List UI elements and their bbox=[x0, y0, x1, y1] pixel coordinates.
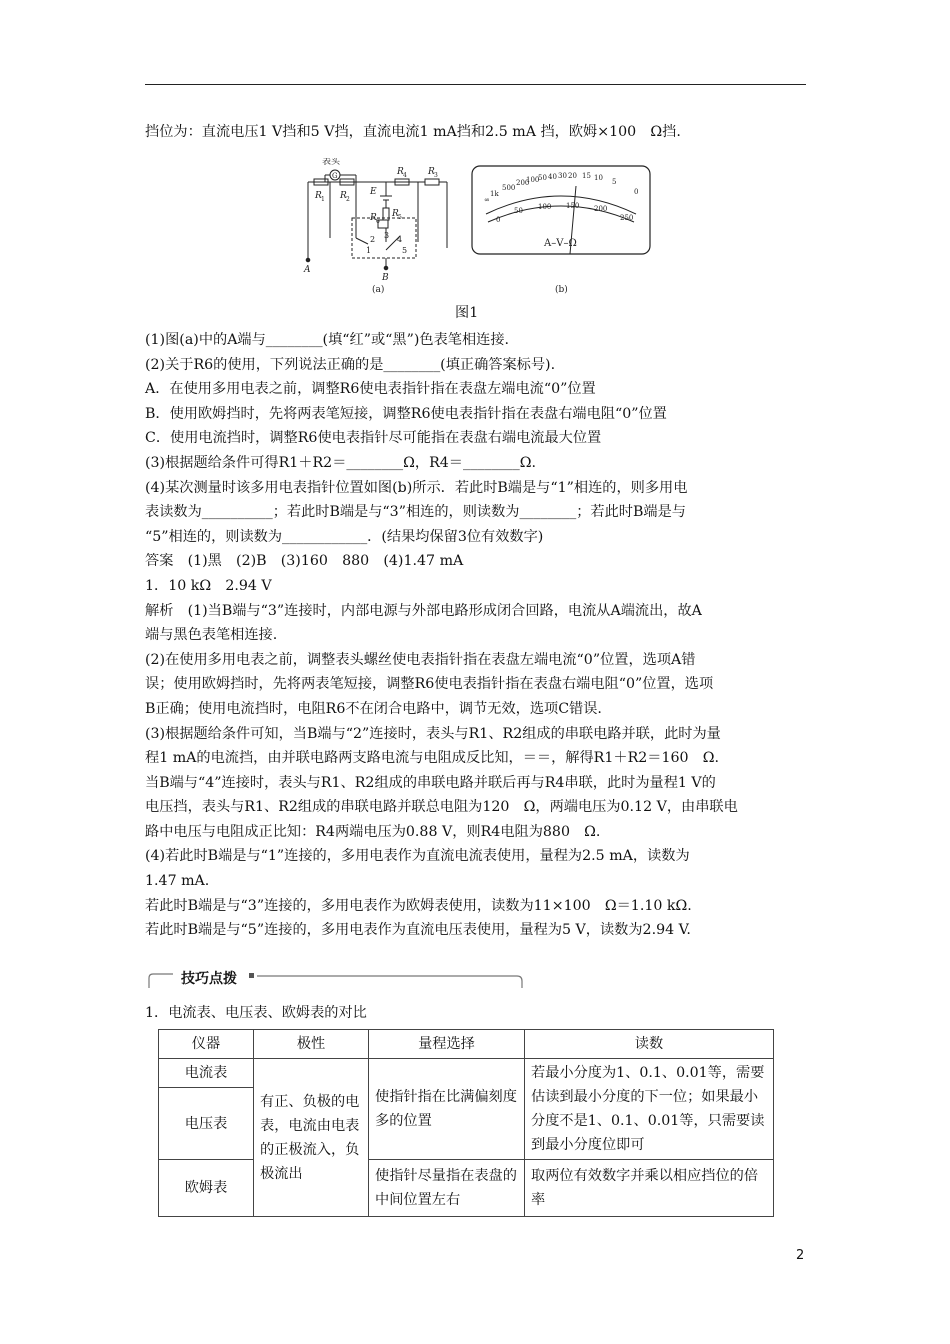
analysis-line: 当B端与“4”连接时，表头与R1、R2组成的串联电路并联后再与R4串联，此时为量程1 V的 bbox=[145, 774, 716, 791]
analysis-line: 电压挡，表头与R1、R2组成的串联电路并联总电阻为120 Ω，两端电压为0.12 V，由串联电 bbox=[145, 799, 738, 816]
ohm-tick-label: 10 bbox=[594, 174, 603, 182]
analysis-line: 若此时B端是与“5”连接的，多用电表作为直流电压表使用，量程为5 V，读数为2.94 V. bbox=[145, 922, 691, 939]
table-row bbox=[159, 1059, 774, 1088]
header-cell: 量程选择 bbox=[369, 1030, 525, 1059]
label-r5: R bbox=[392, 209, 399, 219]
linear-tick-label: 50 bbox=[514, 207, 523, 215]
analysis-line: (3)根据题给条件可知，当B端与“2”连接时，表头与R1、R2组成的串联电路并联，此时为量 bbox=[145, 725, 721, 742]
figure-label-b: (b) bbox=[555, 285, 568, 295]
label-r1-sub: 1 bbox=[321, 196, 325, 203]
ohm-tick-label: 20 bbox=[568, 172, 577, 180]
table-header-row bbox=[159, 1030, 774, 1059]
reading-ohm-cell: 取两位有效数字并乘以相应挡位的倍率 bbox=[525, 1160, 774, 1217]
label-r3-sub: 3 bbox=[434, 172, 438, 179]
analysis-line: 若此时B端是与“3”连接的，多用电表作为欧姆表使用，读数为11×100 Ω＝1.10 kΩ. bbox=[145, 897, 692, 914]
range-current-voltage-cell: 使指针指在比满偏刻度多的位置 bbox=[369, 1059, 525, 1160]
analysis-line: (2)在使用多用电表之前，调整表头螺丝使电表指针指在表盘左端电流“0”位置，选项A错 bbox=[145, 651, 696, 668]
ohm-scale-labels bbox=[484, 172, 638, 204]
label-pos1: 1 bbox=[366, 246, 372, 255]
question-1: (1)图(a)中的A端与________(填“红”或“黑”)色表笔相连接. bbox=[145, 332, 510, 348]
label-r6: R bbox=[370, 213, 377, 223]
option-a: A．在使用多用电表之前，调整R6使电表指针指在表盘左端电流“0”位置 bbox=[145, 381, 596, 398]
label-r1: R bbox=[315, 191, 322, 201]
header-cell: 极性 bbox=[254, 1030, 369, 1059]
header-cell: 仪器 bbox=[159, 1030, 254, 1059]
label-pos3: 3 bbox=[384, 231, 390, 240]
meter-symbol: G bbox=[332, 172, 338, 180]
ohm-tick-label: 15 bbox=[582, 172, 591, 180]
instrument-voltage: 电压表 bbox=[159, 1088, 254, 1160]
label-r4-sub: 4 bbox=[403, 172, 407, 179]
ohm-tick-label: 5 bbox=[612, 178, 617, 186]
linear-tick-label: 200 bbox=[594, 205, 608, 213]
ohm-tick-label: 200 bbox=[516, 179, 530, 187]
label-pos5: 5 bbox=[402, 246, 408, 255]
answer-line-1: 答案 (1)黑 (2)B (3)160 880 (4)1.47 mA bbox=[145, 553, 464, 570]
instrument-current: 电流表 bbox=[159, 1059, 254, 1088]
label-r2-sub: 2 bbox=[346, 196, 350, 203]
question-3: (3)根据题给条件可得R1＋R2＝________Ω，R4＝________Ω. bbox=[145, 454, 537, 471]
comparison-heading bbox=[145, 1001, 810, 1026]
option-c: C．使用电流挡时，调整R6使电表指针尽可能指在表盘右端电流最大位置 bbox=[145, 430, 602, 447]
ohm-tick-label: 1k bbox=[490, 190, 499, 198]
label-pos2: 2 bbox=[370, 235, 376, 244]
figure-1 bbox=[300, 158, 660, 298]
range-ohm-cell: 使指针尽量指在表盘的中间位置左右 bbox=[369, 1160, 525, 1217]
meter-head-label: 表头 bbox=[322, 158, 341, 167]
analysis-line: B正确；使用电流挡时，电阻R6不在闭合电路中，调节无效，选项C错误. bbox=[145, 700, 602, 717]
header-cell: 读数 bbox=[525, 1030, 774, 1059]
comparison-table bbox=[158, 1029, 774, 1217]
label-a: A bbox=[304, 265, 311, 275]
label-pos4: 4 bbox=[397, 235, 403, 244]
page-number: 2 bbox=[796, 1248, 805, 1263]
linear-tick-label: 0 bbox=[496, 216, 501, 224]
comparison-title: 1．电流表、电压表、欧姆表的对比 bbox=[145, 1005, 367, 1021]
analysis-line: 1.47 mA. bbox=[145, 873, 210, 890]
analysis-line: 路中电压与电阻成正比知：R4两端电压为0.88 V，则R4电阻为880 Ω. bbox=[145, 823, 601, 840]
dial-label: A–V–Ω bbox=[544, 238, 577, 249]
figure-label-a: (a) bbox=[372, 285, 385, 295]
analysis-line: 程1 mA的电流挡，由并联电路两支路电流与电阻成反比知，＝＝，解得R1＋R2＝160 Ω. bbox=[145, 750, 720, 767]
polarity-cell: 有正、负极的电表，电流由电表的正极流入，负极流出 bbox=[254, 1059, 369, 1217]
analysis-line: 解析 (1)当B端与“3”连接时，内部电源与外部电路形成闭合回路，电流从A端流出，故A bbox=[145, 602, 702, 619]
header-rule bbox=[145, 84, 806, 85]
question-4-line-2: 表读数为__________；若此时B端是与“3”相连的，则读数为________；若此时B端是与 bbox=[145, 504, 686, 521]
answer-line-2: 1．10 kΩ 2.94 V bbox=[145, 577, 272, 594]
reading-current-voltage-cell: 若最小分度为1、0.1、0.01等，需要估读到最小分度的下一位；如果最小分度不是1、0.1、0.01等，只需要读到最小分度位即可 bbox=[525, 1059, 774, 1160]
analysis-line: (4)若此时B端是与“1”连接的，多用电表作为直流电流表使用，量程为2.5 mA，读数为 bbox=[145, 848, 690, 865]
label-r3: R bbox=[428, 167, 435, 177]
label-b: B bbox=[382, 273, 389, 283]
linear-tick-label: 100 bbox=[538, 203, 552, 211]
label-r5-sub: 5 bbox=[398, 214, 402, 221]
table-row bbox=[159, 1160, 774, 1217]
linear-scale-labels bbox=[496, 202, 633, 224]
label-r2: R bbox=[340, 191, 347, 201]
figure-svg bbox=[300, 158, 660, 298]
label-r6-sub: 6 bbox=[376, 218, 380, 225]
label-r4: R bbox=[397, 167, 404, 177]
figure-caption: 图1 bbox=[455, 305, 479, 321]
ohm-tick-label: 40 bbox=[548, 173, 557, 181]
ohm-tick-label: 30 bbox=[558, 172, 567, 180]
intro-paragraph bbox=[145, 120, 810, 145]
ohm-tick-label: ∞ bbox=[484, 196, 490, 204]
label-e: E bbox=[370, 187, 377, 197]
linear-tick-label: 250 bbox=[620, 214, 634, 222]
ohm-tick-label: 0 bbox=[634, 188, 639, 196]
ohm-tick-label: 100 bbox=[526, 176, 540, 184]
question-block bbox=[145, 328, 810, 943]
section-title: 技巧点拨 bbox=[177, 968, 241, 988]
analysis-line: 误；使用欧姆挡时，先将两表笔短接，调整R6使电表指针指在表盘右端电阻“0”位置，选项 bbox=[145, 676, 714, 693]
question-4-line-1: (4)某次测量时该多用电表指针位置如图(b)所示．若此时B端是与“1”相连的，则多用电 bbox=[145, 479, 688, 496]
intro-line: 挡位为：直流电压1 V挡和5 V挡，直流电流1 mA挡和2.5 mA 挡，欧姆×100 Ω挡. bbox=[145, 124, 681, 140]
instrument-ohm: 欧姆表 bbox=[159, 1160, 254, 1217]
section-header bbox=[145, 966, 525, 996]
circuit-diagram bbox=[302, 170, 467, 270]
analysis-line: 端与黑色表笔相连接. bbox=[145, 627, 278, 644]
option-b: B．使用欧姆挡时，先将两表笔短接，调整R6使电表指针指在表盘右端电阻“0”位置 bbox=[145, 405, 667, 422]
question-2: (2)关于R6的使用，下列说法正确的是________(填正确答案标号). bbox=[145, 356, 556, 373]
meter-dial bbox=[472, 166, 650, 295]
ohm-tick-label: 500 bbox=[502, 184, 516, 192]
question-4-line-3: “5”相连的，则读数为____________．(结果均保留3位有效数字) bbox=[145, 528, 544, 545]
linear-tick-label: 150 bbox=[566, 202, 580, 210]
ohm-tick-label: 50 bbox=[538, 174, 547, 182]
